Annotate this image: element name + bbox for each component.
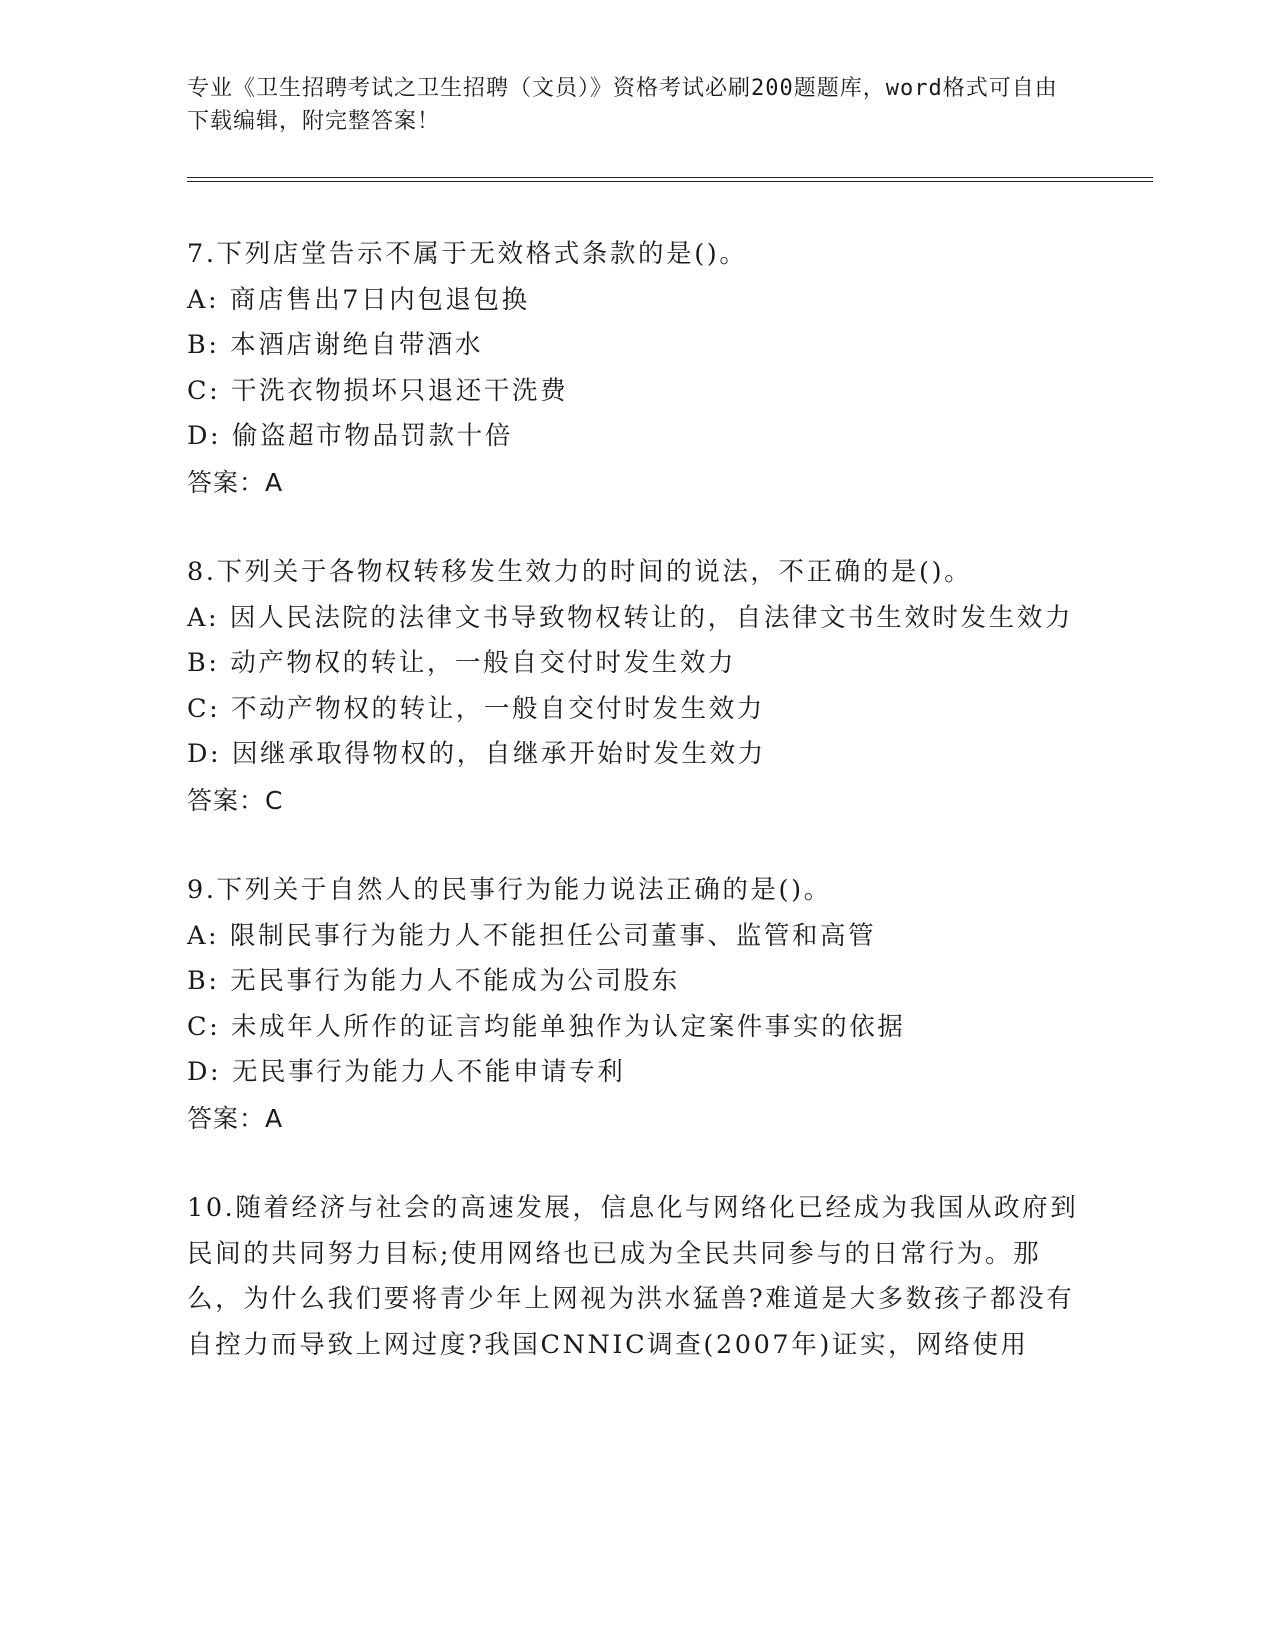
option-c: C: 未成年人所作的证言均能单独作为认定案件事实的依据 [187,1011,906,1042]
question-stem: 9.下列关于自然人的民事行为能力说法正确的是()。 [187,875,832,905]
answer-label: 答案：C [187,785,284,815]
option-a: A: 因人民法院的法律文书导致物权转让的，自法律文书生效时发生效力 [187,602,1073,633]
option-d: D: 因继承取得物权的，自继承开始时发生效力 [187,739,766,769]
answer-label: 答案：A [187,467,284,497]
answer-label: 答案：A [187,1103,284,1133]
question-stem: 7.下列店堂告示不属于无效格式条款的是()。 [187,239,748,269]
header-divider [187,177,1153,182]
document-body [187,232,1087,1413]
option-c: C: 不动产物权的转让，一般自交付时发生效力 [187,693,765,724]
option-b: B: 动产物权的转让，一般自交付时发生效力 [187,648,737,678]
option-b: B: 本酒店谢绝自带酒水 [187,330,484,360]
question-7 [187,232,1087,505]
question-9 [187,868,1087,1141]
question-8 [187,550,1087,823]
question-stem: 8.下列关于各物权转移发生效力的时间的说法，不正确的是()。 [187,557,973,587]
header-text: 专业《卫生招聘考试之卫生招聘（文员）》资格考试必刷200题题库，word格式可自由下载编辑，附完整答案！ [187,76,1058,134]
option-b: B: 无民事行为能力人不能成为公司股东 [187,966,680,996]
option-d: D: 偷盗超市物品罚款十倍 [187,421,513,451]
option-a: A: 限制民事行为能力人不能担任公司董事、监管和高管 [187,920,877,951]
document-header [187,72,1067,138]
option-d: D: 无民事行为能力人不能申请专利 [187,1057,626,1087]
question-passage: 10.随着经济与社会的高速发展，信息化与网络化已经成为我国从政府到民间的共同努力目标;使用网络也已成为全民共同参与的日常行为。那么，为什么我们要将青少年上网视为洪水猛兽?难道是大多数孩子都没有自控力而导致上网过度?我国CNNIC调查(2007年)证实，网络使用 [187,1193,1079,1360]
option-a: A: 商店售出7日内包退包换 [187,284,530,315]
option-c: C: 干洗衣物损坏只退还干洗费 [187,375,569,406]
question-10 [187,1186,1087,1368]
